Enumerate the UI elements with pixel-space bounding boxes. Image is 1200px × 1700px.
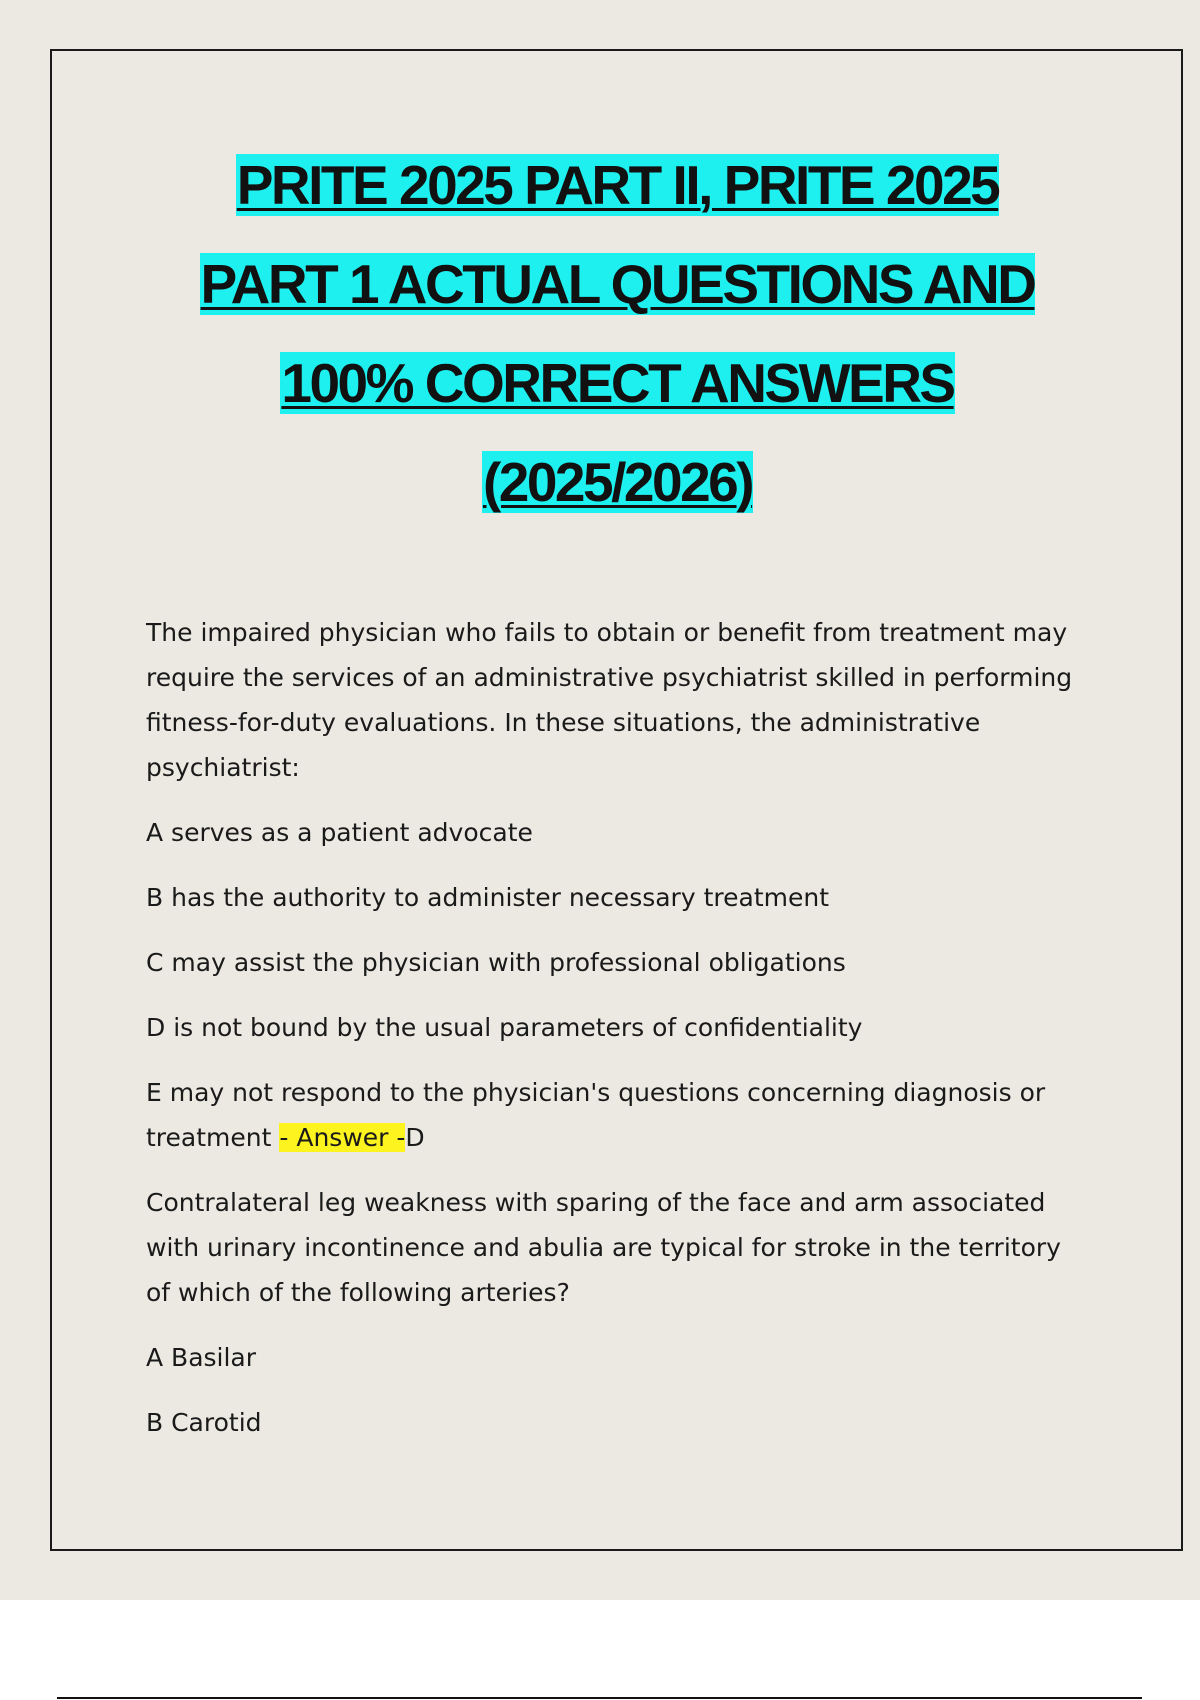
answer-option: E may not respond to the physician's questions concerning diagnosis or treatment bbox=[146, 1078, 1046, 1152]
title-line: PART 1 ACTUAL QUESTIONS AND bbox=[200, 253, 1035, 315]
title-line: PRITE 2025 PART II, PRITE 2025 bbox=[236, 154, 999, 216]
question-stem: The impaired physician who fails to obtain or benefit from treatment may require the services of an administrative psychiatrist skilled in performing fitness-for-duty evaluations. In these situations, the administrative psychiatrist: bbox=[146, 618, 1073, 782]
document-title bbox=[120, 136, 1115, 532]
footer-rule bbox=[57, 1697, 1142, 1699]
title-line: 100% CORRECT ANSWERS bbox=[281, 352, 954, 414]
title-line: (2025/2026) bbox=[482, 451, 753, 513]
answer-label: - Answer - bbox=[279, 1123, 406, 1152]
answer-option: A Basilar bbox=[146, 1343, 257, 1372]
answer-option-with-answer bbox=[146, 1070, 1086, 1160]
answer-option: C may assist the physician with professional obligations bbox=[146, 948, 846, 977]
answer-option: D is not bound by the usual parameters of confidentiality bbox=[146, 1013, 863, 1042]
answer-option: B Carotid bbox=[146, 1408, 262, 1437]
question-stem: Contralateral leg weakness with sparing of the face and arm associated with urinary incontinence and abulia are typical for stroke in the territory of which of the following arteries? bbox=[146, 1188, 1061, 1307]
answer-value: D bbox=[405, 1123, 425, 1152]
answer-option: A serves as a patient advocate bbox=[146, 818, 533, 847]
answer-option: B has the authority to administer necessary treatment bbox=[146, 883, 829, 912]
question-list bbox=[146, 610, 1086, 1465]
